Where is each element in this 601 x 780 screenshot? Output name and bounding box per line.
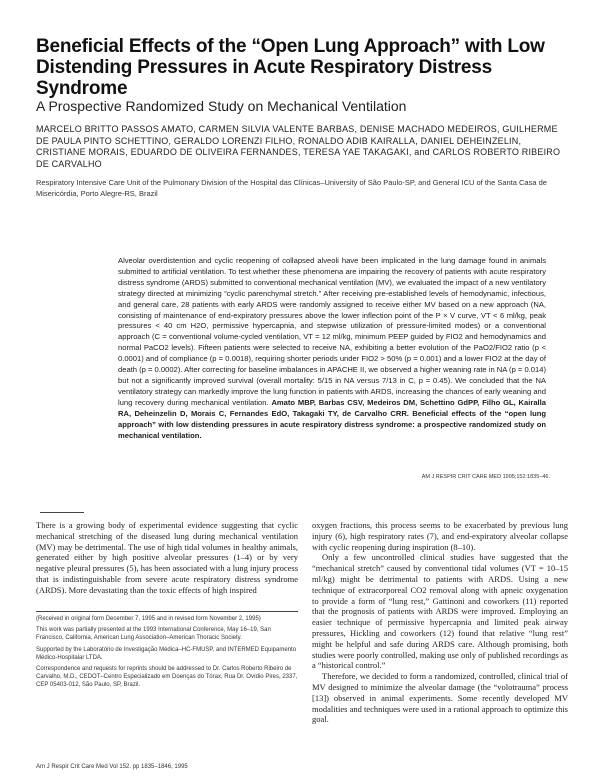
body-column-left [36, 520, 298, 596]
body-paragraph: oxygen fractions, this process seems to be exacerbated by previous lung injury (6), high respiratory rates (7), and end-expiratory alveolar collapse with cyclic reopening during inspiration (8–10). [312, 520, 568, 552]
footnote-correspondence: Correspondence and requests for reprints should be addressed to Dr. Carlos Roberto Ribeiro de Carvalho, M.D., CEDOT–Centro Especializado em Doenças do Tórax, Rua Dr. Ovídio Pires, 2337, CEP 05403-012, São Paulo, SP, Brazil. [36, 666, 298, 689]
journal-reference: AM J RESPIR CRIT CARE MED 1995;152:1835–46. [421, 474, 550, 480]
section-divider [40, 512, 84, 513]
abstract [118, 256, 546, 441]
body-paragraph: There is a growing body of experimental evidence suggesting that cyclic mechanical stretching of the diseased lung during mechanical ventilation (MV) may be detrimental. The use of high tidal volumes in healthy animals, generated either by high positive alveolar pressures (1–4) or by very negative pleural pressures (5), has been associated with a lung injury process that is indistinguishable from severe acute respiratory distress syndrome (ARDS). More devastating than the toxic effects of high inspired [36, 520, 298, 595]
article-subtitle: A Prospective Randomized Study on Mechanical Ventilation [36, 98, 407, 114]
journal-footer: Am J Respir Crit Care Med Vol 152. pp 1835–1846, 1995 [36, 764, 188, 770]
body-column-right [312, 520, 568, 725]
body-paragraph: Only a few uncontrolled clinical studies have suggested that the “mechanical stretch” caused by conventional tidal volumes (VT = 10–15 ml/kg) might be detrimental to patients with ARDS. Using a new technique of extracorporeal CO2 removal along with apneic oxygenation to provide a form of “lung rest,” Gattinoni and coworkers (11) reported that the prognosis of patients with ARDS were improved. Employing an easier technique of permissive hypercapnia and limited peak airway pressures, Hickling and coworkers (12) found that relative “lung rest” might be helpful and safe during ARDS care. Although promising, both studies were poorly controlled, making use only of published recordings as a “historical control.” [312, 552, 568, 671]
footnote-divider [36, 611, 298, 612]
footnote-presented: This work was partially presented at the 1993 International Conference, May 16–19, San Francisco, California, American Lung Association–American Thoracic Society. [36, 627, 271, 642]
author-affiliation: Respiratory Intensive Care Unit of the Pulmonary Division of the Hospital das Clínicas–University of São Paulo-SP, and General ICU of the Santa Casa de Misericórdia, Porto Alegre-RS, Brazil [36, 178, 547, 198]
abstract-text: Alveolar overdistention and cyclic reopening of collapsed alveoli have been implicated in the lung damage found in animals submitted to artificial ventilation. To test whether these phenomena are impairing the recovery of patients with acute respiratory distress syndrome (ARDS) submitted to conventional mechanical ventilation (MV), we evaluated the impact of a new ventilatory strategy directed at minimizing “cyclic parenchymal stretch.” After receiving pre-established levels of hemodynamic, infectious, and general care, 28 patients with early ARDS were randomly assigned to receive either MV based on a new approach (NA, consisting of maintenance of end-expiratory pressures above the lower inflection point of the P × V curve, VT < 6 ml/kg, peak pressures < 40 cm H2O, permissive hypercapnia, and stepwise utilization of pressure-limited modes) or a conventional approach (C = conventional volume-cycled ventilation, VT = 12 ml/kg, minimum PEEP guided by FIO2 and hemodynamics and normal PaCO2 levels). Fifteen patients were selected to receive NA, exhibiting a better evolution of the PaO2/FIO2 ratio (p < 0.0001) and of compliance (p = 0.0018), requiring shorter periods under FIO2 > 50% (p = 0.001) and a lower FIO2 at the day of death (p = 0.0002). After correcting for baseline imbalances in APACHE II, we observed a higher weaning rate in NA (p = 0.014) but not a significantly improved survival (overall mortality: 5/15 in NA versus 7/13 in C, p = 0.45). We concluded that the NA ventilatory strategy can markedly improve the lung function in patients with ARDS, increasing the chances of early weaning and lung recovery during mechanical ventilation. [118, 256, 546, 407]
footnote-received: (Received in original form December 7, 1995 and in revised form November 2, 1995) [36, 616, 261, 622]
body-paragraph: Therefore, we decided to form a randomized, controlled, clinical trial of MV designed to minimize the alveolar damage (the “volotrauma” process [13]) observed in animal experiments. Some recently developed MV modalities and techniques were used in a rational approach to optimize this goal. [312, 671, 568, 725]
footnote-support: Supported by the Laboratório de Investigação Médica–HC-FMUSP, and INTERMED Equipamento Médico-Hospitalar LTDA. [36, 646, 297, 661]
footnotes [36, 615, 298, 693]
author-list: MARCELO BRITTO PASSOS AMATO, CARMEN SILVIA VALENTE BARBAS, DENISE MACHADO MEDEIROS, GUILHERME DE PAULA PINTO SCHETTINO, GERALDO LORENZI FILHO, RONALDO ADIB KAIRALLA, DANIEL DEHEINZELIN, CRISTIANE MORAIS, EDUARDO DE OLIVEIRA FERNANDES, TERESA YAE TAKAGAKI, and CARLOS ROBERTO RIBEIRO DE CARVALHO [36, 124, 561, 169]
abstract-citation: Amato MBP, Barbas CSV, Medeiros DM, Schettino GdPP, Filho GL, Kairalla RA, Deheinzelin D, Morais C, Fernandes EdO, Takagaki TY, de Carvalho CRR. Beneficial effects of the “open lung approach” with low distending pressures in acute respiratory distress syndrome: a prospective randomized study on mechanical ventilation. [118, 397, 546, 440]
article-title: Beneficial Effects of the “Open Lung Approach” with Low Distending Pressures in Acute Respiratory Distress Syndrome [36, 36, 545, 99]
